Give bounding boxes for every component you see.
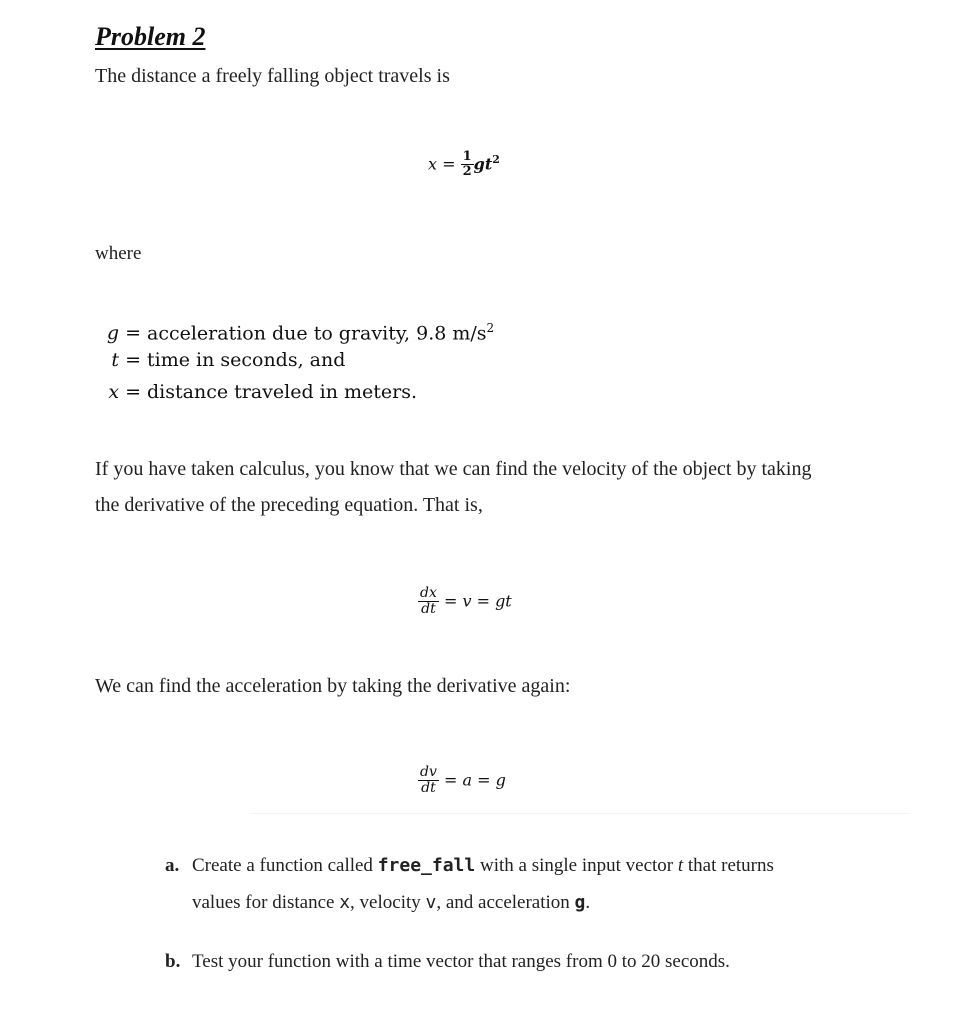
function-name: free_fall [377, 855, 476, 876]
x-variable: x [339, 892, 351, 913]
eq3-fraction [418, 765, 439, 797]
eq1-rhs: gt [473, 154, 493, 174]
def-symbol: x [108, 381, 120, 403]
eq1-lhs: x [428, 154, 438, 174]
def-text: time in seconds, and [147, 349, 346, 371]
task-a [165, 847, 892, 921]
calculus-paragraph [95, 451, 811, 523]
eq1-fraction [461, 150, 474, 180]
task-a-text [192, 847, 892, 921]
def-symbol: g [106, 322, 120, 345]
equation-distance [428, 150, 500, 180]
task-a-part4: values for distance [192, 892, 340, 913]
intro-text: The distance a freely falling object travels is [95, 65, 450, 87]
eq1-denominator: 2 [462, 164, 472, 180]
separator-line [250, 813, 910, 814]
calculus-line-2: the derivative of the preceding equation. That is, [95, 494, 483, 516]
eq2-denominator: dt [421, 601, 436, 618]
g-variable: g [574, 892, 586, 913]
task-a-part7: . [585, 892, 591, 913]
definition-row: t = time in seconds, and [111, 349, 346, 371]
eq1-numerator: 1 [462, 149, 472, 164]
definitions-list [95, 312, 494, 408]
task-a-part2: with a single input vector [475, 855, 678, 876]
equation-acceleration [418, 765, 506, 797]
where-text: where [95, 243, 142, 264]
task-b-text: Test your function with a time vector that ranges from 0 to 20 seconds. [192, 951, 730, 972]
acceleration-sentence: We can find the acceleration by taking the derivative again: [95, 675, 571, 697]
definition-row: g = acceleration due to gravity, 9.8 $m/s^2$ [106, 321, 495, 345]
eq2-numerator: dx [420, 585, 437, 601]
task-b [165, 943, 892, 980]
def-text: acceleration due to gravity, 9.8 m/s [147, 322, 487, 345]
t-variable: t [677, 855, 684, 876]
eq3-denominator: dt [421, 780, 436, 797]
eq3-numerator: dv [420, 764, 437, 780]
task-a-part6: , and acceleration [436, 892, 575, 913]
v-variable: v [425, 892, 437, 913]
def-text: distance traveled in meters. [147, 381, 418, 403]
eq1-equals: = [442, 154, 456, 174]
task-a-marker: a. [165, 855, 180, 876]
eq1-power: 2 [492, 152, 500, 166]
eq3-rhs: = a = g [443, 770, 506, 790]
task-a-part3: that returns [683, 855, 774, 876]
def-symbol: t [111, 349, 120, 371]
definition-row: x = distance traveled in meters. [108, 381, 418, 403]
eq2-fraction [418, 586, 439, 618]
problem-title: Problem 2 [95, 22, 206, 51]
calculus-line-1: If you have taken calculus, you know that we can find the velocity of the object by taking [95, 458, 812, 480]
equation-velocity [418, 586, 512, 618]
task-a-part5: , velocity [350, 892, 426, 913]
eq2-rhs: = v = gt [443, 591, 512, 611]
task-b-marker: b. [165, 951, 181, 972]
task-a-part1: Create a function called [192, 855, 378, 876]
def-sup: 2 [486, 321, 495, 335]
